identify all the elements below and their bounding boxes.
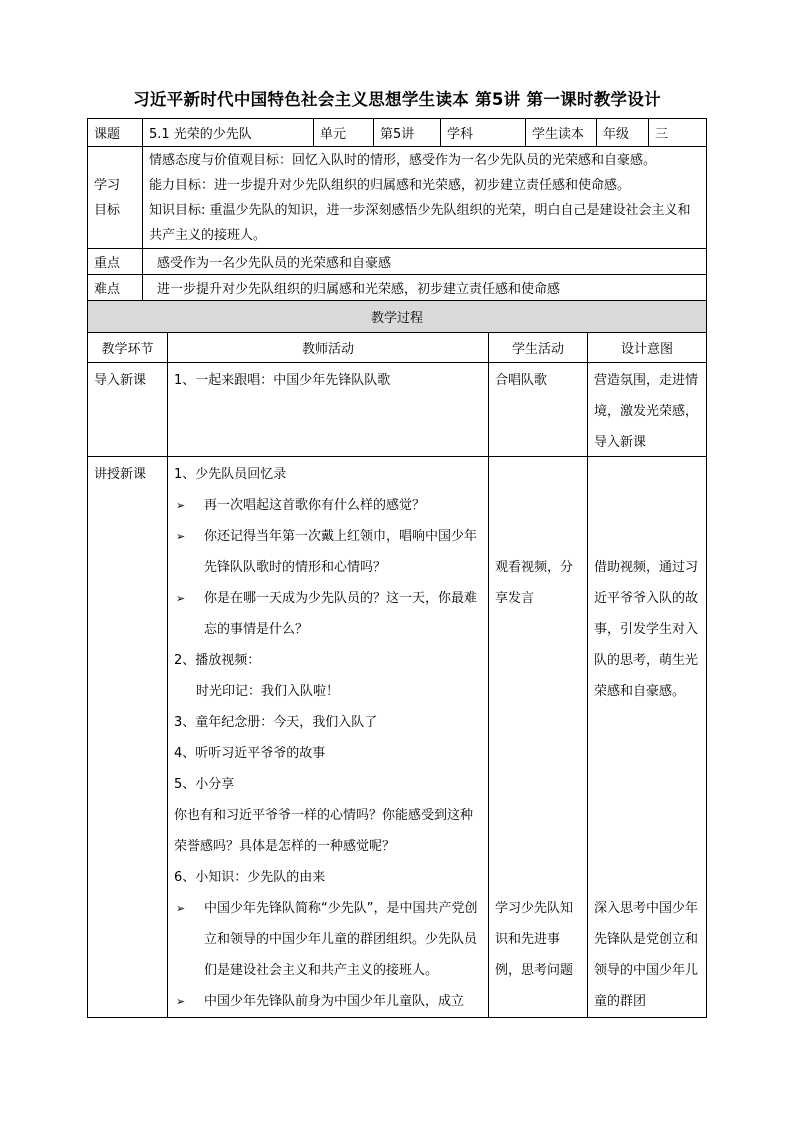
column-header-row	[88, 333, 706, 363]
lesson-plan-table	[87, 118, 707, 1018]
column-student: 学生活动	[489, 333, 588, 362]
intro-stage: 导入新课	[88, 363, 168, 456]
intent-video: 借助视频，通过习近平爷爷入队的故事，引发学生对入队的思考，萌生光荣感和自豪感。	[594, 560, 699, 699]
lecture-student	[489, 457, 588, 1017]
list-item: ➢ 中国少年先锋队简称“少先队”，是中国共产党创立和领导的中国少年儿童的群团组织。少先队员们是建设社会主义和共产主义的接班人。	[174, 893, 482, 986]
subject-label: 学科	[441, 119, 526, 146]
difficult-point-row	[88, 275, 706, 301]
column-stage: 教学环节	[88, 333, 168, 362]
lesson-label: 课题	[88, 119, 143, 146]
list-item: 时光印记：我们入队啦！	[196, 684, 340, 699]
objectives-content	[143, 147, 706, 248]
arrow-bullet-icon: ➢	[176, 995, 186, 1008]
list-item: ➢ 再一次唱起这首歌你有什么样的感觉？	[174, 490, 482, 521]
grade-label: 年级	[597, 119, 649, 146]
objective-emotion: 情感态度与价值观目标：回忆入队时的情形，感受作为一名少先队员的光荣感和自豪感。	[149, 153, 657, 168]
list-item: ➢ 你还记得当年第一次戴上红领巾，唱响中国少年先锋队队歌时的情形和心情吗？	[174, 521, 482, 583]
arrow-bullet-icon: ➢	[176, 530, 186, 543]
list-item: 6、小知识：少先队的由来	[174, 870, 326, 885]
lecture-teacher	[168, 457, 489, 1017]
list-item: 4、听听习近平爷爷的故事	[174, 746, 326, 761]
list-item: 1、少先队员回忆录	[174, 467, 287, 482]
column-teacher: 教师活动	[168, 333, 489, 362]
objective-knowledge: 知识目标: 重温少先队的知识，进一步深刻感悟少先队组织的光荣，明白自己是建设社会主义和共产主义的接班人。	[149, 203, 691, 243]
unit-label: 单元	[314, 119, 374, 146]
process-header: 教学过程	[370, 311, 423, 326]
lesson-value: 5.1 光荣的少先队	[143, 119, 314, 146]
list-item: 2、播放视频：	[174, 653, 261, 668]
key-point-value: 感受作为一名少先队员的光荣感和自豪感	[157, 256, 392, 271]
column-intent: 设计意图	[620, 342, 673, 357]
header-row	[88, 119, 706, 147]
lecture-stage: 讲授新课	[88, 457, 168, 1017]
key-point-row	[88, 249, 706, 275]
objectives-label: 学习目标	[88, 147, 143, 248]
lecture-row	[88, 457, 706, 1017]
intro-row	[88, 363, 706, 457]
list-item: 5、小分享	[174, 777, 235, 792]
difficult-point-value: 进一步提升对少先队组织的归属感和光荣感，初步建立责任感和使命感	[157, 282, 561, 297]
arrow-bullet-icon: ➢	[176, 902, 186, 915]
arrow-bullet-icon: ➢	[176, 499, 186, 512]
process-header-row	[88, 301, 706, 333]
grade-value: 三	[655, 127, 669, 142]
list-item: ➢ 中国少年先锋队前身为中国少年儿童队，成立	[174, 986, 482, 1017]
difficult-point-label: 难点	[88, 275, 143, 300]
list-item: 3、童年纪念册：今天，我们入队了	[174, 715, 378, 730]
intro-student: 合唱队歌	[489, 363, 588, 456]
arrow-bullet-icon: ➢	[176, 592, 186, 605]
objectives-row	[88, 147, 706, 249]
key-point-label: 重点	[88, 249, 143, 274]
unit-value: 第5讲	[374, 119, 441, 146]
objective-ability: 能力目标：进一步提升对少先队组织的归属感和光荣感，初步建立责任感和使命感。	[149, 178, 631, 193]
list-item: ➢ 你是在哪一天成为少先队员的？这一天，你最难忘的事情是什么？	[174, 583, 482, 645]
student-activity-knowledge: 学习少先队知识和先进事例，思考问题	[495, 901, 574, 978]
lecture-intent	[588, 457, 706, 1017]
list-item: 你也有和习近平爷爷一样的心情吗？你能感受到这种荣誉感吗？具体是怎样的一种感觉呢？	[174, 808, 474, 854]
student-activity-video: 观看视频，分享发言	[495, 560, 574, 606]
subject-value: 学生读本	[526, 119, 597, 146]
intro-teacher: 1、一起来跟唱：中国少年先锋队队歌	[168, 363, 489, 456]
intent-knowledge: 深入思考中国少年先锋队是党创立和领导的中国少年儿童的群团	[594, 901, 699, 1009]
page-title: 习近平新时代中国特色社会主义思想学生读本 第5讲 第一课时教学设计	[133, 90, 661, 109]
intro-intent: 营造氛围，走进情境，激发光荣感，导入新课	[594, 373, 699, 450]
